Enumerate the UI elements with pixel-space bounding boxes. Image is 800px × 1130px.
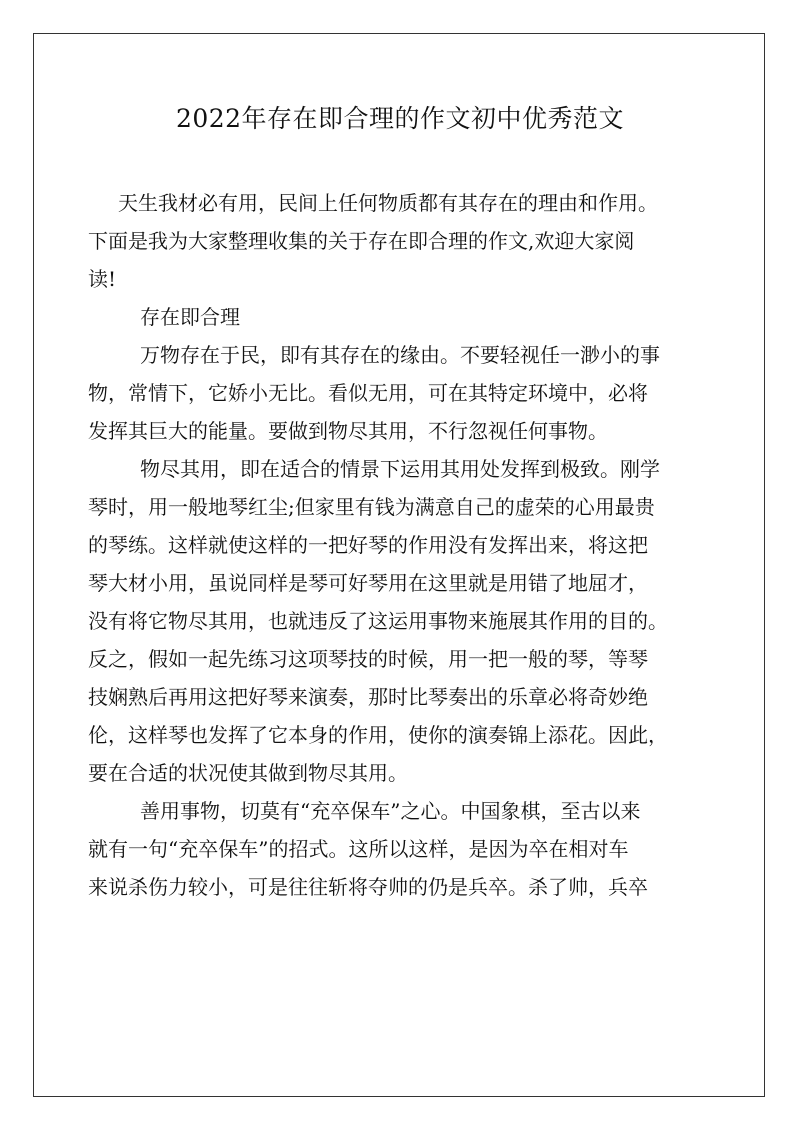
text-line: 来说杀伤力较小，可是往往斩将夺帅的仍是兵卒。杀了帅，兵卒 xyxy=(88,875,648,899)
text-line: 就有一句“充卒保车”的招式。这所以这样，是因为卒在相对车 xyxy=(88,837,629,861)
text-line: 读! xyxy=(88,267,117,291)
text-line: 琴大材小用，虽说同样是琴可好琴用在这里就是用错了地屈才， xyxy=(88,571,648,595)
text-line: 天生我材必有用，民间上任何物质都有其存在的理由和作用。 xyxy=(118,191,658,215)
text-line: 琴时，用一般地琴红尘;但家里有钱为满意自己的虚荣的心用最贵 xyxy=(88,495,655,519)
text-line: 物尽其用，即在适合的情景下运用其用处发挥到极致。刚学 xyxy=(140,457,660,481)
text-line: 反之，假如一起先练习这项琴技的时候，用一把一般的琴，等琴 xyxy=(88,647,648,671)
text-line: 技娴熟后再用这把好琴来演奏，那时比琴奏出的乐章必将奇妙绝 xyxy=(88,685,648,709)
text-line: 没有将它物尽其用，也就违反了这运用事物来施展其作用的目的。 xyxy=(88,609,668,633)
text-line: 伦，这样琴也发挥了它本身的作用，使你的演奏锦上添花。因此， xyxy=(88,723,668,747)
text-line: 善用事物，切莫有“充卒保车”之心。中国象棋，至古以来 xyxy=(140,799,641,823)
section-heading: 存在即合理 xyxy=(140,305,240,329)
document-title: 2022年存在即合理的作文初中优秀范文 xyxy=(175,104,625,133)
text-line: 物，常情下，它娇小无比。看似无用，可在其特定环境中，必将 xyxy=(88,381,648,405)
text-line: 要在合适的状况使其做到物尽其用。 xyxy=(88,761,408,785)
text-line: 发挥其巨大的能量。要做到物尽其用，不行忽视任何事物。 xyxy=(88,419,608,443)
document-body xyxy=(88,184,716,906)
text-line: 万物存在于民，即有其存在的缘由。不要轻视任一渺小的事 xyxy=(140,343,660,367)
text-line: 下面是我为大家整理收集的关于存在即合理的作文,欢迎大家阅 xyxy=(88,229,635,253)
text-line: 的琴练。这样就使这样的一把好琴的作用没有发挥出来，将这把 xyxy=(88,533,648,557)
